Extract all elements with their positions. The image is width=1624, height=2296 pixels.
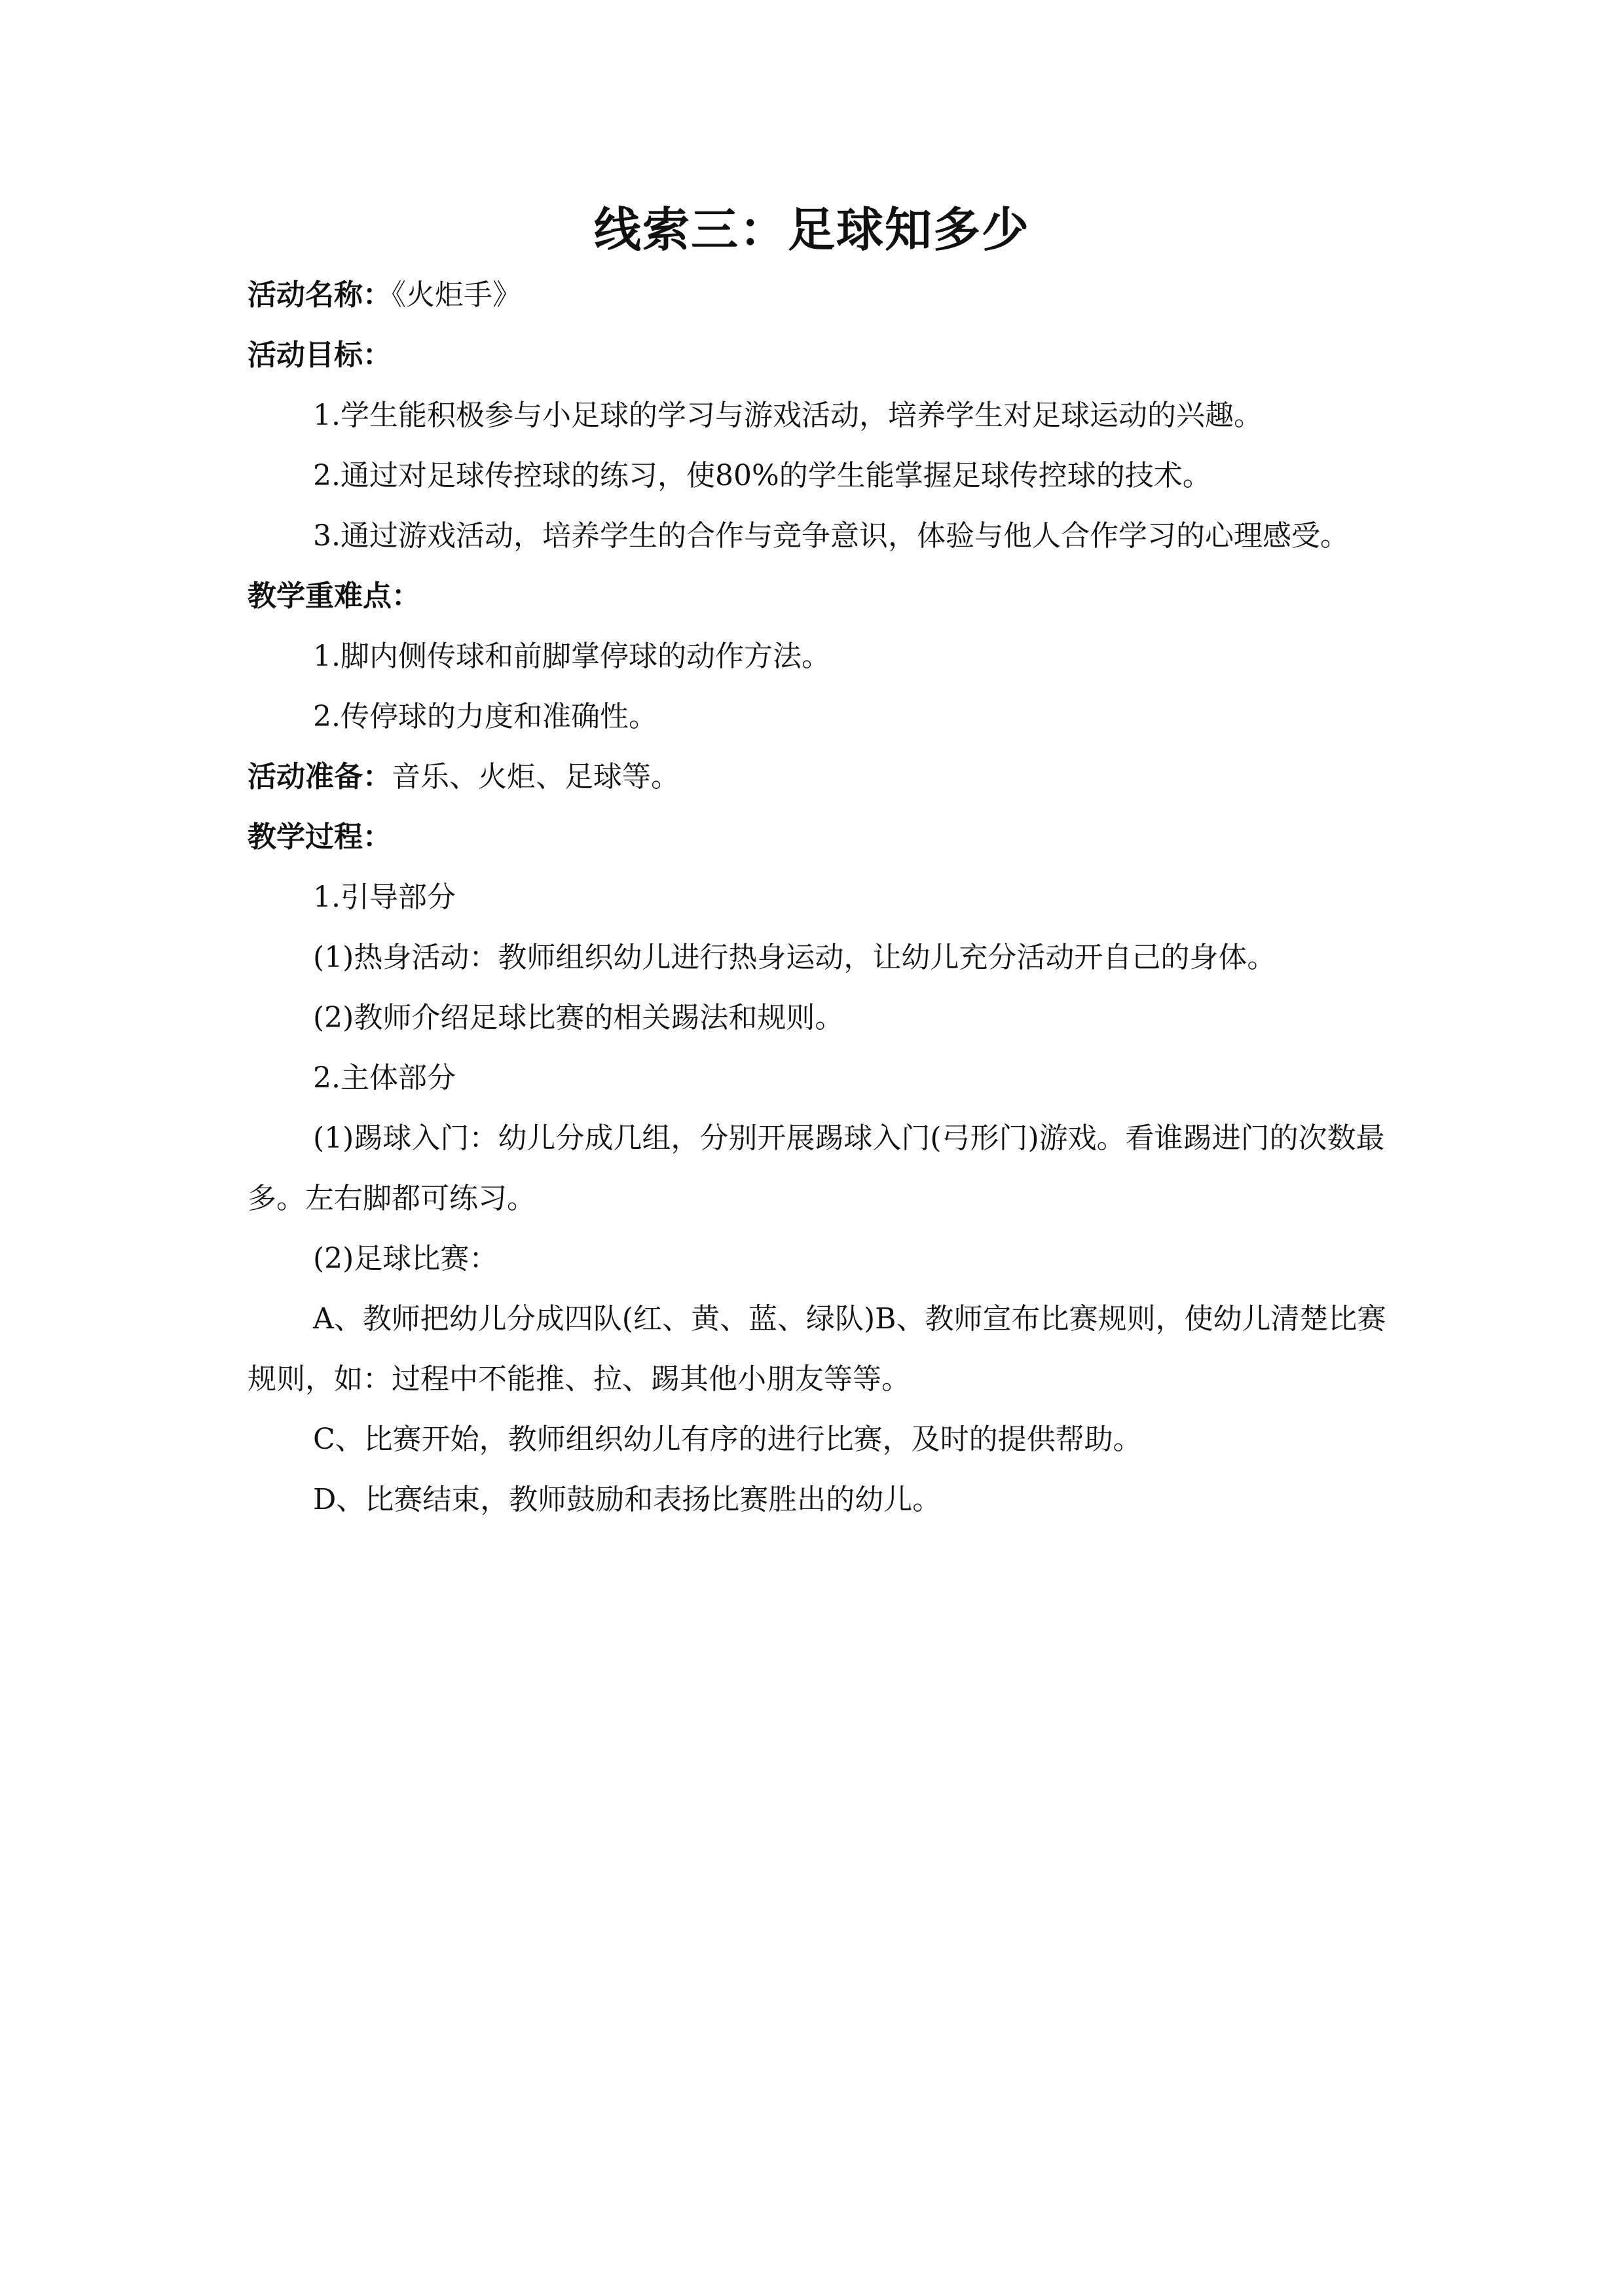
preparation-value: 音乐、火炬、足球等。: [392, 760, 680, 793]
key-points-heading: 教学重难点：: [248, 579, 420, 613]
process-item: (2)教师介绍足球比赛的相关踢法和规则。: [313, 1001, 844, 1034]
goal-item: 1.学生能积极参与小足球的学习与游戏活动，培养学生对足球运动的兴趣。: [313, 399, 1263, 432]
key-point-item: 2.传停球的力度和准确性。: [313, 700, 657, 733]
goal-item: 3.通过游戏活动，培养学生的合作与竞争意识，体验与他人合作学习的心理感受。: [313, 519, 1349, 553]
process-item: (1)踢球入门：幼儿分成几组，分别开展踢球入门(弓形门)游戏。看谁踢进门的次数最多。左右脚都可练习。: [248, 1121, 1385, 1215]
process-item: D、比赛结束，教师鼓励和表扬比赛胜出的幼儿。: [313, 1483, 942, 1516]
goal-item: 2.通过对足球传控球的练习，使80%的学生能掌握足球传控球的技术。: [313, 459, 1211, 492]
process-item: (2)足球比赛：: [313, 1242, 498, 1275]
goals-heading: 活动目标：: [248, 338, 392, 372]
document-title: 线索三：足球知多少: [593, 202, 1030, 257]
preparation-label: 活动准备：: [248, 760, 392, 793]
process-heading: 教学过程：: [248, 820, 392, 854]
preparation-line: [248, 747, 1400, 807]
process-item: (1)热身活动：教师组织幼儿进行热身运动，让幼儿充分活动开自己的身体。: [313, 941, 1276, 974]
process-item: A、教师把幼儿分成四队(红、黄、蓝、绿队)B、教师宣布比赛规则，使幼儿清楚比赛规则，如：过程中不能推、拉、踢其他小朋友等等。: [248, 1302, 1386, 1396]
process-item: 1.引导部分: [313, 881, 456, 914]
document-body: [248, 265, 1400, 1530]
key-point-item: 1.脚内侧传球和前脚掌停球的动作方法。: [313, 640, 830, 673]
activity-name-label: 活动名称：: [248, 278, 392, 312]
process-item: C、比赛开始，教师组织幼儿有序的进行比赛，及时的提供帮助。: [313, 1423, 1142, 1456]
activity-name-line: [248, 265, 1400, 325]
activity-name-value: 《火炬手》: [392, 278, 521, 312]
process-item: 2.主体部分: [313, 1061, 456, 1095]
